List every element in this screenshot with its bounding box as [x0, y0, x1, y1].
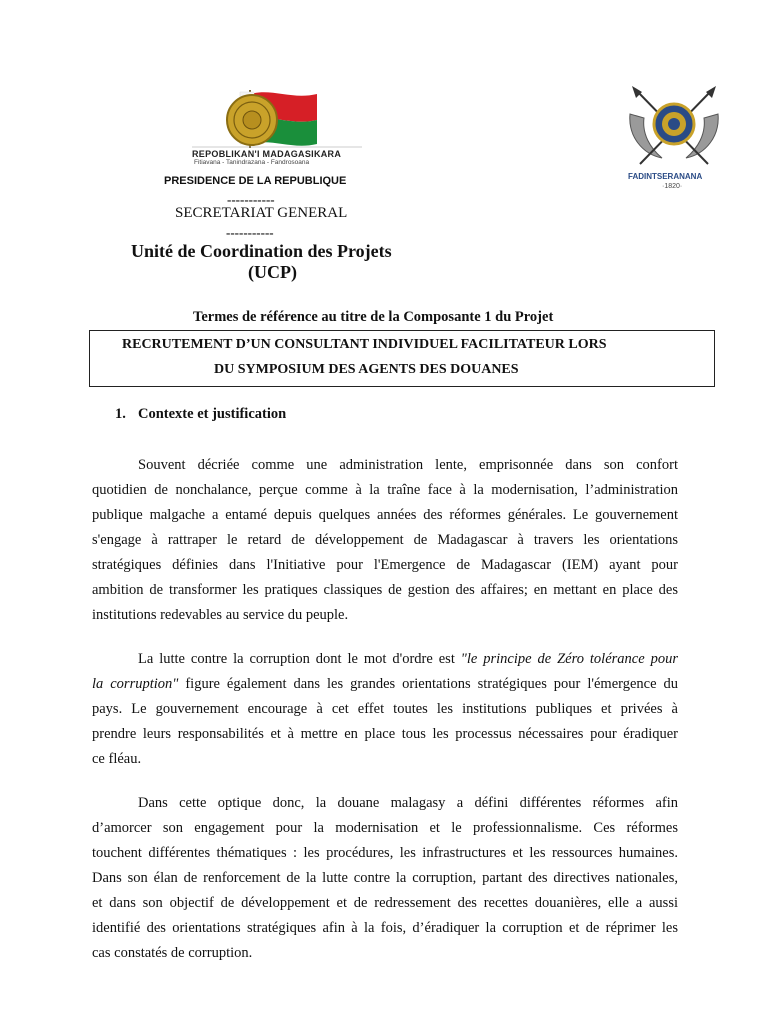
p3-line: d’amorcer son engagement pour la modernisation et le professionnalisme. Ces réformes	[92, 820, 678, 836]
header-separator-1: -----------	[227, 192, 275, 207]
p3-line: identifié des orientations stratégiques afin à la fois, d’éradiquer la corruption et de réprimer les	[92, 920, 678, 936]
terms-of-reference-line: Termes de référence au titre de la Composante 1 du Projet	[193, 309, 554, 325]
p3-line: et dans son objectif de développement et de redressement des recettes douanières, elle a aussi	[92, 895, 678, 911]
p2-quote: la corruption"	[92, 676, 179, 692]
p2-line	[92, 676, 678, 693]
p2-line: pays. Le gouvernement encourage à cet effet toutes les institutions publiques et privées à	[92, 701, 678, 717]
customs-year: ·1820·	[662, 183, 683, 190]
p2-quote: "le principe de Zéro tolérance pour	[460, 651, 678, 667]
recruitment-title-line1: RECRUTEMENT D’UN CONSULTANT INDIVIDUEL FACILITATEUR LORS	[122, 337, 607, 352]
p2-line	[138, 651, 678, 668]
customs-shield-icon	[622, 84, 726, 182]
ucp-acronym: (UCP)	[248, 262, 297, 282]
p3-line: Dans cette optique donc, la douane malagasy a défini différentes réformes afin	[138, 795, 678, 811]
customs-year-text: 1820	[664, 183, 680, 190]
secretariat-heading: SECRETARIAT GENERAL	[175, 205, 348, 221]
p1-line: quotidien de nonchalance, perçue comme à la traîne face à la modernisation, l’administration	[92, 482, 678, 498]
p2-text: figure également dans les grandes orientations stratégiques pour l'émergence du	[178, 676, 678, 692]
section-title: Contexte et justification	[138, 406, 287, 422]
p3-line: cas constatés de corruption.	[92, 945, 253, 961]
p1-line: Souvent décriée comme une administration lente, emprisonnée dans son confort	[138, 457, 678, 473]
p1-line: institutions redevables au service du peuple.	[92, 607, 349, 623]
p1-line: stratégiques définies dans l'Initiative pour l'Emergence de Madagascar (IEM) ayant pour	[92, 557, 678, 573]
p3-line: Dans son élan de renforcement de la lutte contre la corruption, partant des directives nationales,	[92, 870, 678, 886]
p2-text: La lutte contre la corruption dont le mot d'ordre est	[138, 651, 461, 667]
p2-line: prendre leurs responsabilités et à mettre en place tous les processus nécessaires pour éradiquer	[92, 726, 678, 742]
customs-emblem-logo	[622, 84, 726, 182]
republic-motto: Fitiavana - Tanindrazana - Fandrosoana	[194, 159, 310, 166]
p1-line: ambition de transformer les pratiques classiques de gestion des affaires; en mettant en place des	[92, 582, 678, 598]
p1-line: s'engage à rattraper le retard de développement de Madagascar à travers les orientations	[92, 532, 678, 548]
section-number: 1.	[115, 406, 126, 422]
ucp-title: Unité de Coordination des Projets	[131, 241, 392, 261]
header-separator-2: -----------	[226, 225, 274, 240]
presidence-heading: PRESIDENCE DE LA REPUBLIQUE	[164, 175, 347, 187]
recruitment-title-line2: DU SYMPOSIUM DES AGENTS DES DOUANES	[214, 362, 519, 377]
p3-line: touchent différentes thématiques : les procédures, les infrastructures et les ressources humaines.	[92, 845, 678, 861]
p1-line: publique malgache a entamé depuis quelques années des réformes générales. Le gouvernement	[92, 507, 678, 523]
republic-name: REPOBLIKAN'I MADAGASIKARA	[192, 149, 342, 159]
customs-name: FADINTSERANANA	[628, 172, 703, 181]
p2-line: ce fléau.	[92, 751, 142, 767]
